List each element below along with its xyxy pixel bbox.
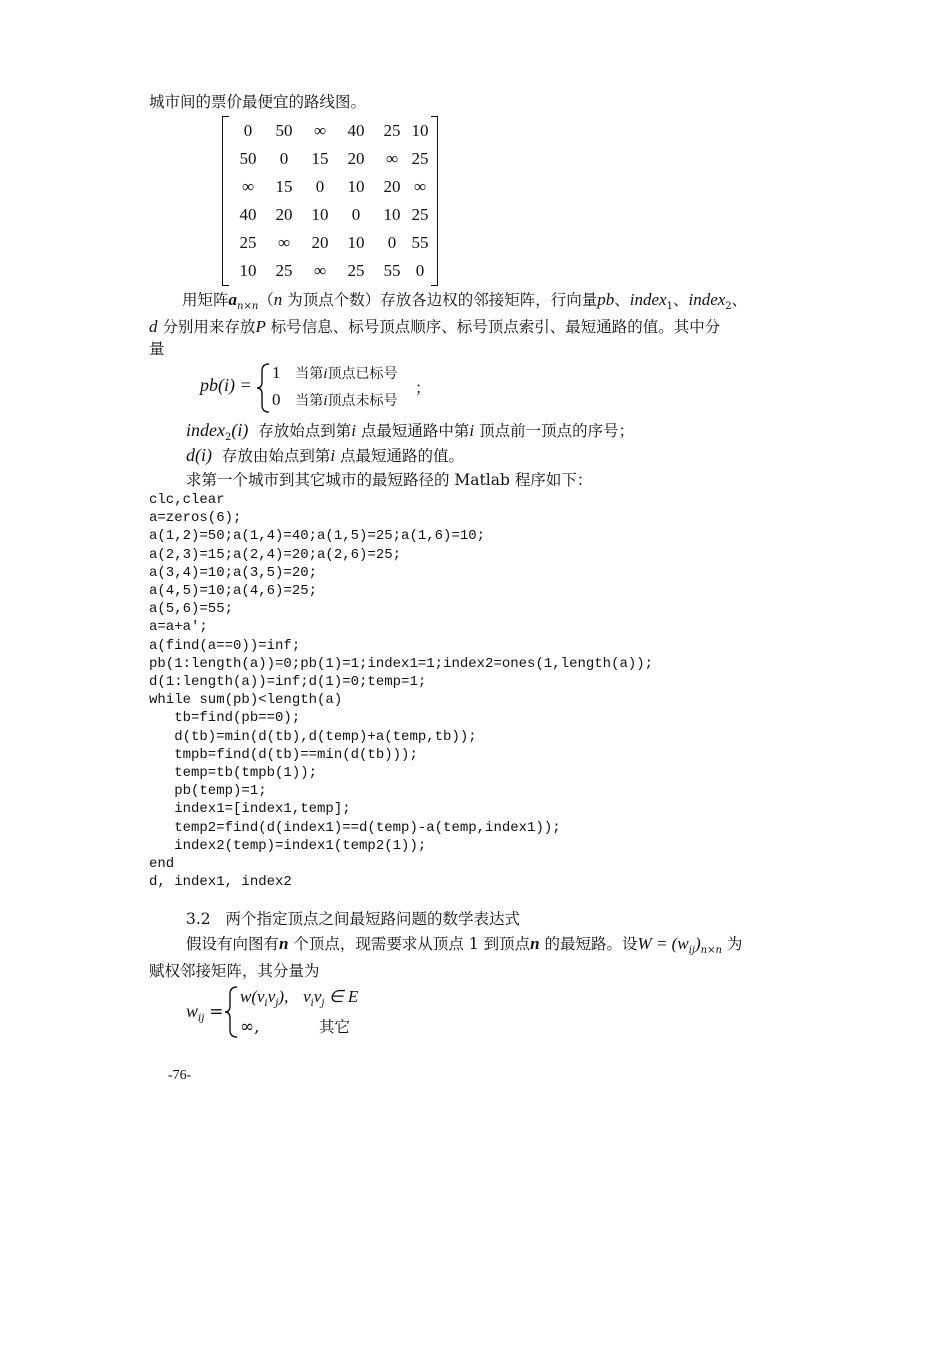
matrix-cell: 0 xyxy=(351,205,361,224)
symbol-i: i xyxy=(323,393,328,409)
matrix-cell: 0 xyxy=(415,261,425,280)
w-def-lhs xyxy=(186,1000,224,1030)
code-line: temp=tb(tmpb(1)); xyxy=(149,765,318,782)
matrix-cell: 20 xyxy=(347,149,365,168)
matrix-row xyxy=(230,119,430,143)
separator: 、 xyxy=(614,291,630,309)
symbol-n: n xyxy=(279,934,289,953)
para2-text: 假设有向图有 xyxy=(186,935,280,953)
matrix-cell: 25 xyxy=(383,121,401,140)
symbol-pb: pb xyxy=(597,290,615,309)
matrix-cell: ∞ xyxy=(313,121,327,140)
code-line: d, index1, index2 xyxy=(149,874,292,891)
subscript: i xyxy=(310,998,314,1009)
symbol-i: i xyxy=(469,421,475,440)
case-text: 当第 xyxy=(295,366,324,382)
subscript: 1 xyxy=(666,301,673,312)
page-number: -76- xyxy=(168,1068,192,1083)
case-cond: ∈ E xyxy=(324,987,359,1006)
def-text: 点最短通路中第 xyxy=(355,422,470,440)
matrix-cell: ∞ xyxy=(241,177,255,196)
case-value: 1 xyxy=(272,363,281,382)
matrix-cell: 55 xyxy=(411,233,429,252)
section-title: 两个指定顶点之间最短路问题的数学表达式 xyxy=(225,910,520,928)
matrix-cell: 0 xyxy=(279,149,289,168)
subscript: 2 xyxy=(224,432,232,443)
case-expr: ∞, xyxy=(240,1017,260,1037)
code-line: a(5,6)=55; xyxy=(149,601,234,618)
matrix-cell: ∞ xyxy=(313,261,327,280)
code-line: while sum(pb)<length(a) xyxy=(149,692,343,709)
code-line: a=zeros(6); xyxy=(149,510,242,527)
para1-text: 用矩阵 xyxy=(182,291,229,309)
symbol-d: d xyxy=(149,317,158,336)
code-line: pb(1:length(a))=0;pb(1)=1;index1=1;index2=ones(1,length(a)); xyxy=(149,655,654,672)
code-line: tb=find(pb==0); xyxy=(149,710,301,727)
para1-text: 为顶点个数）存放各边权的邻接矩阵，行向量 xyxy=(282,291,598,309)
pb-def-brace xyxy=(256,363,272,413)
symbol-n: n xyxy=(273,290,283,309)
para2-text: 的最短路。设 xyxy=(539,935,638,953)
code-line: tmpb=find(d(tb)==min(d(tb))); xyxy=(149,746,418,763)
symbol-P: P xyxy=(255,317,266,336)
section-number: 3.2 xyxy=(186,910,211,928)
matrix-cell: ∞ xyxy=(277,233,291,252)
code-line: index2(temp)=index1(temp2(1)); xyxy=(149,837,427,854)
symbol-index2: index xyxy=(186,420,225,440)
separator: 、 xyxy=(731,291,748,309)
matrix-cell: 10 xyxy=(311,205,329,224)
matrix-cell: 20 xyxy=(311,233,329,252)
matrix-cell: 55 xyxy=(383,261,401,280)
subscript: 2 xyxy=(725,301,732,312)
matrix-cell: 25 xyxy=(411,205,429,224)
pb-def-lhs: pb(i) = xyxy=(200,375,252,395)
matrix-cell: 0 xyxy=(315,177,325,196)
code-line: temp2=find(d(index1)==d(temp)-a(temp,index1)); xyxy=(149,819,561,836)
case-expr: ), xyxy=(278,987,289,1006)
matrix-cell: 10 xyxy=(383,205,401,224)
case-text: 顶点未标号 xyxy=(327,393,398,409)
para2-text: 为 xyxy=(721,935,743,953)
matrix-cell: 40 xyxy=(347,121,365,140)
symbol-index2: index xyxy=(688,290,726,309)
code-line: a(1,2)=50;a(1,4)=40;a(1,5)=25;a(1,6)=10; xyxy=(149,528,486,545)
subscript: i xyxy=(264,998,268,1009)
separator: 、 xyxy=(672,291,689,309)
para2-text: 个顶点，现需要求从顶点 1 到顶点 xyxy=(288,935,531,953)
pb-def-trail: ； xyxy=(415,379,431,397)
matrix-cell: 10 xyxy=(347,177,365,196)
matrix-cell: 0 xyxy=(387,233,397,252)
code-line: end xyxy=(149,856,175,873)
matrix-cell: 25 xyxy=(275,261,293,280)
def-text: 点最短通路的值。 xyxy=(335,447,465,465)
code-line: index1=[index1,temp]; xyxy=(149,801,351,818)
para2-line2: 赋权邻接矩阵，其分量为 xyxy=(149,962,320,980)
matrix-cell: 50 xyxy=(239,149,257,168)
para1-line1 xyxy=(182,289,747,318)
matrix-row xyxy=(230,175,430,199)
matrix-cell: 15 xyxy=(275,177,293,196)
symbol-W: W = (w xyxy=(637,934,689,953)
matrix-cell: 0 xyxy=(243,121,253,140)
w-def-case2 xyxy=(240,1016,260,1038)
def-text: 存放由始点到第 xyxy=(221,447,331,465)
pb-def-case1 xyxy=(272,362,397,385)
adjacency-matrix xyxy=(222,116,438,284)
code-line: a(find(a==0))=inf; xyxy=(149,637,301,654)
matrix-cell: 10 xyxy=(411,121,429,140)
w-def-brace xyxy=(224,986,240,1038)
case-expr: v xyxy=(267,987,276,1006)
w-def-case1 xyxy=(240,986,358,1015)
case-cond: v xyxy=(303,987,311,1006)
code-line: a(3,4)=10;a(3,5)=20; xyxy=(149,564,318,581)
matrix-cell: 40 xyxy=(239,205,257,224)
case-value: 0 xyxy=(272,390,281,409)
matrix-row xyxy=(230,259,430,283)
matrix-row xyxy=(230,231,430,255)
matrix-cell: ∞ xyxy=(385,149,399,168)
para1-line2 xyxy=(149,316,720,338)
matrix-left-bracket xyxy=(222,116,229,286)
symbol-n: n xyxy=(530,934,540,953)
code-line: d(tb)=min(d(tb),d(temp)+a(temp,tb)); xyxy=(149,728,477,745)
symbol-w: w xyxy=(186,1001,199,1021)
para1-text: 分别用来存放 xyxy=(157,318,256,336)
matrix-cell: 20 xyxy=(275,205,293,224)
symbol-a-subscript: n×n xyxy=(237,301,259,312)
code-line: pb(temp)=1; xyxy=(149,783,267,800)
def-text: 顶点前一顶点的序号； xyxy=(474,422,635,440)
matrix-cell: 20 xyxy=(383,177,401,196)
section-heading xyxy=(186,908,520,930)
intro-line: 城市间的票价最便宜的路线图。 xyxy=(149,93,367,111)
equals-sign: = xyxy=(209,1002,224,1022)
symbol-W: ) xyxy=(695,934,701,953)
symbol-d: d(i) xyxy=(186,445,212,465)
matrix-cell: ∞ xyxy=(413,177,427,196)
case-cond: v xyxy=(313,987,322,1006)
w-def-case2-cond: 其它 xyxy=(319,1018,351,1036)
pb-def-case2 xyxy=(272,389,397,412)
para1-line3: 量 xyxy=(149,340,165,358)
matrix-right-bracket xyxy=(431,116,438,286)
code-line: d(1:length(a))=inf;d(1)=0;temp=1; xyxy=(149,674,427,691)
code-block xyxy=(149,491,653,891)
symbol-arg: (i) xyxy=(231,420,249,440)
code-line: clc,clear xyxy=(149,492,225,508)
subscript: ij xyxy=(688,945,695,956)
code-line: a(4,5)=10;a(4,6)=25; xyxy=(149,583,318,600)
code-line: a(2,3)=15;a(2,4)=20;a(2,6)=25; xyxy=(149,546,402,563)
matrix-cell: 10 xyxy=(347,233,365,252)
program-intro: 求第一个城市到其它城市的最短路径的 Matlab 程序如下： xyxy=(186,471,593,489)
subscript: j xyxy=(275,998,279,1009)
matrix-row xyxy=(230,203,430,227)
matrix-row xyxy=(230,147,430,171)
symbol-i: i xyxy=(323,366,328,382)
para2-line1 xyxy=(186,933,742,962)
matrix-cell: 15 xyxy=(311,149,329,168)
symbol-i: i xyxy=(351,421,356,440)
case-text: 顶点已标号 xyxy=(327,366,398,382)
d-def xyxy=(186,444,464,467)
matrix-cell: 25 xyxy=(411,149,429,168)
para1-text: （ xyxy=(258,291,274,309)
matrix-cell: 25 xyxy=(239,233,257,252)
matrix-cell: 25 xyxy=(347,261,365,280)
para1-text: 标号信息、标号顶点顺序、标号顶点索引、最短通路的值。其中分 xyxy=(265,318,721,336)
symbol-i: i xyxy=(330,446,336,465)
matrix-cell: 10 xyxy=(239,261,257,280)
symbol-index1: index xyxy=(629,290,667,309)
subscript: n×n xyxy=(700,945,722,956)
def-text: 存放始点到第 xyxy=(258,422,352,440)
case-text: 当第 xyxy=(295,393,324,409)
code-line: a=a+a'; xyxy=(149,619,208,636)
subscript: ij xyxy=(198,1013,205,1024)
case-expr: w(v xyxy=(240,987,265,1006)
subscript: j xyxy=(321,998,325,1009)
matrix-cell: 50 xyxy=(275,121,293,140)
symbol-a: a xyxy=(228,290,238,309)
